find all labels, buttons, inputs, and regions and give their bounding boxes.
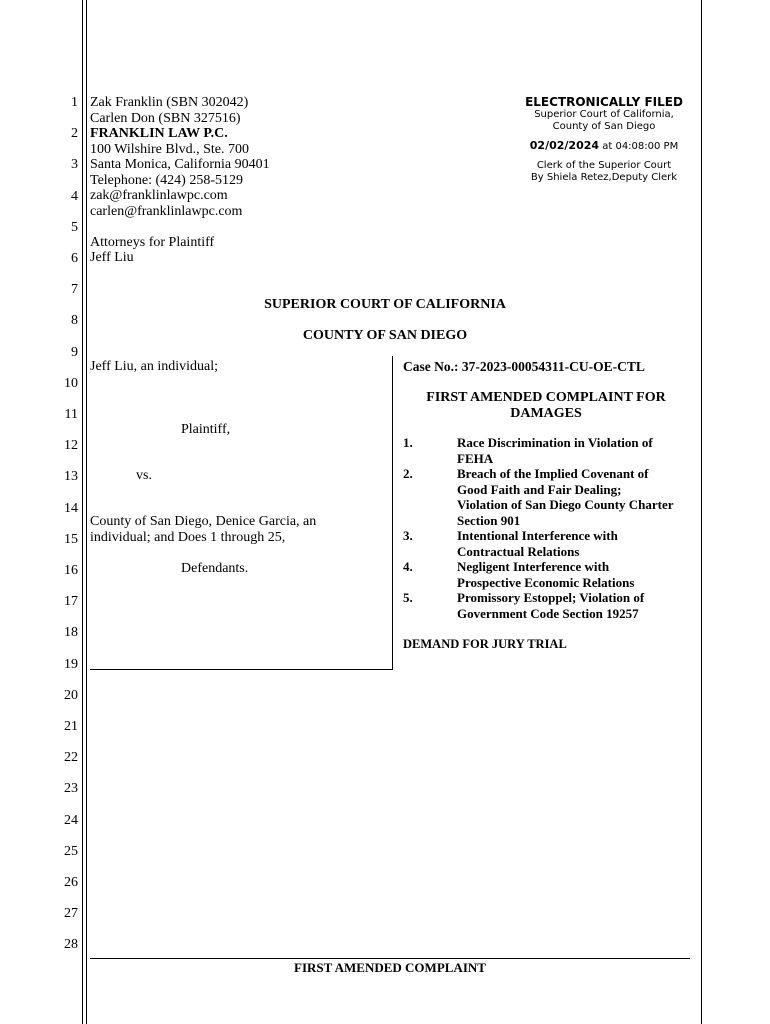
left-margin-rule-inner	[86, 0, 87, 1024]
line-number: 26	[64, 875, 78, 890]
cause-text	[457, 559, 693, 590]
line-number: 18	[64, 625, 78, 641]
line-number: 20	[64, 687, 78, 703]
line-number: 8	[71, 313, 78, 329]
cause-of-action-item	[403, 590, 693, 621]
case-number: Case No.: 37-2023-00054311-CU-OE-CTL	[403, 359, 645, 374]
cause-text-line: Intentional Interference with	[457, 528, 618, 543]
cause-text-line: Violation of San Diego County Charter	[457, 497, 674, 512]
left-margin-rule-outer	[82, 0, 83, 1024]
defendants-line: individual; and Does 1 through 25,	[90, 529, 286, 545]
plaintiff-name: Jeff Liu, an individual;	[90, 359, 219, 374]
cause-number: 1.	[403, 435, 413, 450]
plaintiff-role: Plaintiff,	[181, 422, 231, 437]
attorney-email: zak@franklinlawpc.com	[90, 188, 228, 203]
cause-text-line: Promissory Estoppel; Violation of	[457, 590, 645, 605]
line-number: 7	[71, 282, 78, 298]
stamp-clerk: Clerk of the Superior Court	[536, 160, 672, 171]
right-margin-rule	[701, 0, 702, 1024]
line-number: 16	[64, 563, 78, 578]
line-number: 10	[64, 375, 78, 391]
line-number: 21	[64, 719, 78, 734]
cause-text	[457, 590, 693, 621]
cause-of-action-item	[403, 559, 693, 590]
line-number: 14	[64, 500, 78, 516]
attorney-line: Carlen Don (SBN 327516)	[90, 110, 241, 126]
line-number: 3	[71, 157, 78, 173]
attorneys-for-client: Jeff Liu	[90, 250, 134, 265]
cause-number: 4.	[403, 559, 413, 574]
attorney-line: Santa Monica, California 90401	[90, 157, 270, 172]
line-number: 9	[71, 344, 78, 360]
stamp-court: Superior Court of California,	[534, 109, 674, 120]
defendants-role: Defendants.	[181, 561, 249, 576]
cause-text	[457, 466, 693, 528]
caption-box-bottom-rule	[90, 669, 393, 670]
line-number: 13	[64, 469, 78, 485]
stamp-date: 02/02/2024	[529, 139, 600, 152]
line-number: 28	[64, 937, 78, 953]
attorney-line: 100 Wilshire Blvd., Ste. 700	[90, 141, 250, 157]
line-number: 12	[64, 438, 78, 454]
cause-text-line: Good Faith and Fair Dealing;	[457, 481, 622, 497]
footer-rule	[90, 958, 690, 959]
cause-text-line: Government Code Section 19257	[457, 605, 639, 621]
cause-text-line: Negligent Interference with	[457, 559, 610, 574]
line-number: 27	[64, 906, 78, 922]
line-number: 22	[64, 750, 78, 766]
defendants-line: County of San Diego, Denice Garcia, an	[90, 514, 317, 529]
footer-title: FIRST AMENDED COMPLAINT	[294, 960, 486, 975]
line-number: 23	[64, 781, 78, 797]
complaint-title-line: FIRST AMENDED COMPLAINT FOR	[426, 390, 666, 405]
cause-text	[457, 435, 693, 466]
line-number: 4	[71, 188, 78, 204]
attorneys-for-label: Attorneys for Plaintiff	[90, 234, 215, 250]
stamp-time: at 04:08:00 PM	[602, 141, 679, 152]
jury-demand: DEMAND FOR JURY TRIAL	[403, 637, 567, 651]
cause-number: 3.	[403, 528, 413, 543]
cause-number: 2.	[403, 466, 413, 481]
attorney-email: carlen@franklinlawpc.com	[90, 203, 243, 219]
cause-text-line: Prospective Economic Relations	[457, 574, 635, 590]
line-number: 17	[64, 594, 78, 610]
cause-text-line: Section 901	[457, 512, 521, 528]
caption-box-right-rule	[392, 356, 393, 670]
line-number: 15	[64, 531, 78, 547]
cause-text-line: Race Discrimination in Violation of	[457, 435, 653, 450]
cause-of-action-item	[403, 435, 693, 466]
line-number: 6	[71, 251, 78, 266]
stamp-county: County of San Diego	[552, 121, 656, 132]
attorney-line: Telephone: (424) 258-5129	[90, 172, 243, 188]
complaint-title-line: DAMAGES	[510, 405, 582, 421]
attorney-line: Zak Franklin (SBN 302042)	[90, 95, 249, 110]
cause-of-action-item	[403, 528, 693, 559]
cause-text	[457, 528, 693, 559]
line-number: 24	[64, 812, 78, 828]
line-number: 1	[71, 95, 78, 110]
line-number: 11	[64, 407, 78, 422]
cause-text-line: Contractual Relations	[457, 543, 580, 559]
line-number: 5	[71, 219, 78, 235]
causes-of-action-list	[403, 435, 693, 621]
stamp-datetime	[500, 140, 708, 153]
cause-text-line: Breach of the Implied Covenant of	[457, 466, 649, 481]
cause-text-line: FEHA	[457, 450, 494, 466]
line-number: 25	[64, 843, 78, 859]
court-name: SUPERIOR COURT OF CALIFORNIA	[264, 297, 506, 312]
stamp-deputy: By Shiela Retez,Deputy Clerk	[530, 172, 678, 183]
line-number: 19	[64, 656, 78, 672]
county-name: COUNTY OF SAN DIEGO	[302, 328, 468, 343]
cause-number: 5.	[403, 590, 413, 605]
stamp-heading: ELECTRONICALLY FILED	[525, 95, 683, 109]
firm-name: FRANKLIN LAW P.C.	[90, 126, 228, 141]
versus: vs.	[136, 468, 152, 483]
line-number: 2	[71, 126, 78, 142]
cause-of-action-item	[403, 466, 693, 528]
